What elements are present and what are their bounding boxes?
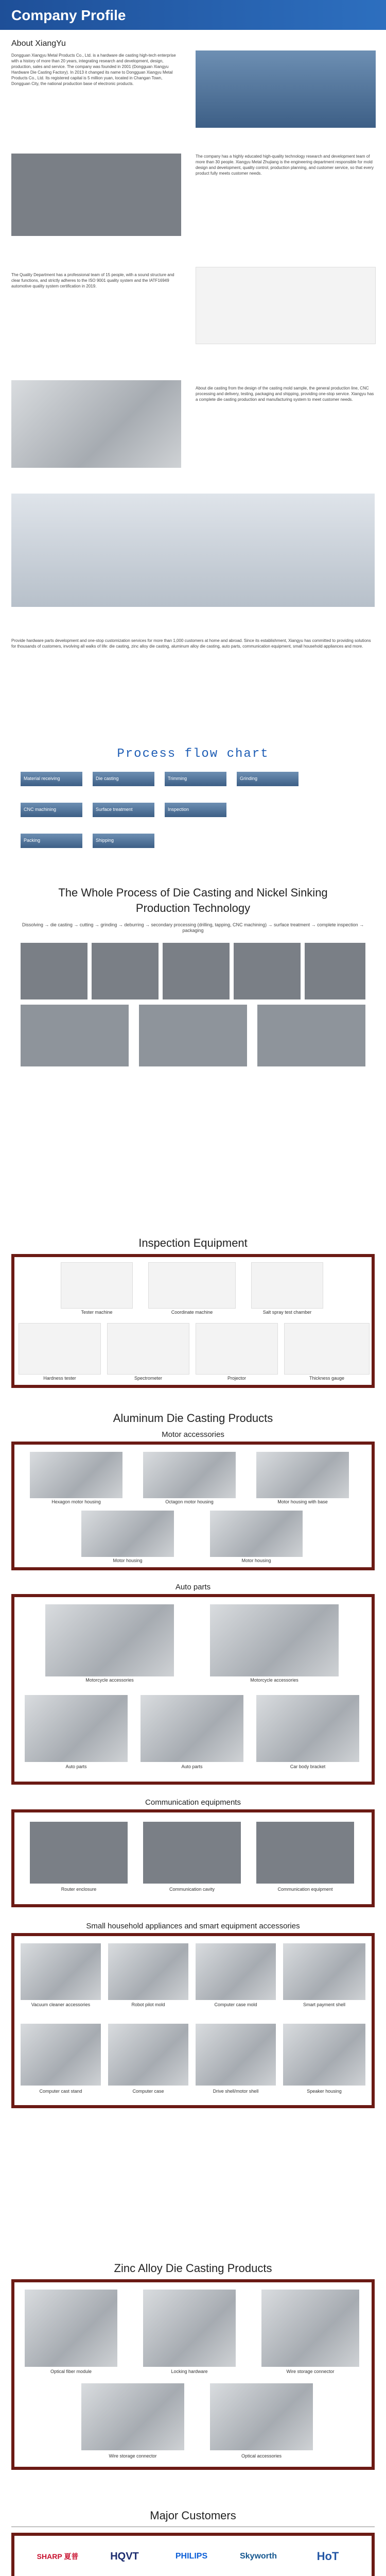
inspection-caption: Tester machine xyxy=(81,1310,113,1315)
product-caption: Communication equipment xyxy=(277,1887,333,1892)
product-photo xyxy=(261,2290,359,2367)
workshop-photo xyxy=(305,943,365,999)
product-caption: Communication cavity xyxy=(169,1887,215,1892)
product-caption: Hexagon motor housing xyxy=(51,1499,101,1504)
inspection-caption: Hardness tester xyxy=(43,1376,76,1381)
product-caption: Motor housing with base xyxy=(277,1499,328,1504)
auto-parts-title: Auto parts xyxy=(175,1583,211,1591)
product-caption: Optical fiber module xyxy=(50,2369,92,2374)
product-photo xyxy=(81,1511,174,1557)
inspection-caption: Thickness gauge xyxy=(309,1376,345,1381)
die-cast-parts-photo xyxy=(11,380,181,468)
customer-logo: SHARP 夏普 xyxy=(37,2552,79,2561)
banner-title: Company Profile xyxy=(11,7,126,23)
customer-logo: PHILIPS xyxy=(175,2552,208,2561)
about-paragraph-5: Provide hardware parts development and one-stop customization services for more than 1,000 customers at home and abroad. Since its establishment, Xiangyu has committed to providing solutions for thousands of customers, involving all walks of life: die casting, zinc alloy die casting, aluminum alloy die casting, auto parts, communication equipment, small household appliances and more. xyxy=(11,638,371,649)
product-photo xyxy=(256,1695,359,1762)
production-workshop-photo xyxy=(11,154,181,236)
product-caption: Auto parts xyxy=(65,1764,87,1769)
product-caption: Speaker housing xyxy=(307,2089,342,2094)
motor-accessories-frame xyxy=(11,1442,375,1570)
product-caption: Octagon motor housing xyxy=(165,1499,214,1504)
product-caption: Computer case xyxy=(132,2089,164,2094)
auto-parts-frame xyxy=(11,1594,375,1785)
product-caption: Router enclosure xyxy=(61,1887,97,1892)
customer-logo: HQVT xyxy=(110,2551,139,2562)
product-caption: Smart payment shell xyxy=(303,2002,346,2007)
product-photo xyxy=(143,1822,241,1884)
inspection-section xyxy=(0,1236,386,1391)
flow-step: Material receiving xyxy=(21,772,82,786)
inspection-frame xyxy=(11,1254,375,1388)
product-caption: Motorcycle accessories xyxy=(85,1677,134,1683)
product-caption: Robot pilot mold xyxy=(131,2002,165,2007)
about-title: About XiangYu xyxy=(11,39,66,48)
communication-title: Communication equipments xyxy=(145,1798,241,1807)
product-photo xyxy=(210,2383,313,2450)
workshop-photo xyxy=(21,943,87,999)
flow-step: Inspection xyxy=(165,803,226,817)
product-photo xyxy=(210,1511,303,1557)
inspection-caption: Projector xyxy=(227,1376,246,1381)
zinc-section xyxy=(0,2262,386,2473)
workshop-photo xyxy=(234,943,301,999)
zinc-title: Zinc Alloy Die Casting Products xyxy=(114,2262,272,2275)
customer-logo: HoT xyxy=(317,2550,339,2563)
customer-logo: Skyworth xyxy=(239,2552,277,2561)
product-photo xyxy=(25,1695,128,1762)
product-photo xyxy=(256,1822,354,1884)
about-paragraph-1: Dongguan Xiangyu Metal Products Co., Ltd. is a hardware die casting high-tech enterprise with a history of more than 20 years, integrating research and development, design, production, sales and service. The company was founded in 2001 (Dongguan Xiangyu Hardware Die Casting Factory). In 2013 it changed its name to Dongguan Xiangyu Metal Products Co., Ltd. Its registered capital is 5 million yuan, located in Changan Town, Dongguan City, the national production base of electronic products. xyxy=(11,53,176,86)
product-photo xyxy=(108,1943,188,2000)
inspection-photo xyxy=(19,1323,101,1375)
aluminum-section xyxy=(0,1412,386,2241)
product-caption: Car body bracket xyxy=(290,1764,326,1769)
inspection-photo xyxy=(196,1323,278,1375)
product-photo xyxy=(196,1943,276,2000)
process-caption-line: Dissolving → die casting → cutting → grinding → deburring → secondary processing (drilling, tapping, CNC machining) → surface treatment → complete inspection → packaging xyxy=(22,922,364,933)
product-photo xyxy=(30,1822,128,1884)
product-photo xyxy=(196,2024,276,2086)
factory-building-photo xyxy=(196,50,376,128)
product-caption: Auto parts xyxy=(181,1764,203,1769)
product-photo xyxy=(81,2383,184,2450)
product-showcase-photo xyxy=(11,494,375,607)
inspection-photo xyxy=(148,1262,236,1309)
product-caption: Optical accessories xyxy=(241,2453,282,2459)
workshop-photo xyxy=(257,1005,365,1066)
product-caption: Motorcycle accessories xyxy=(250,1677,299,1683)
product-photo xyxy=(256,1452,349,1498)
flow-step: Packing xyxy=(21,834,82,848)
process-caption-title: The Whole Process of Die Casting and Nickel Sinking Production Technology xyxy=(58,886,328,914)
product-caption: Wire storage connector xyxy=(286,2369,335,2374)
communication-frame xyxy=(11,1809,375,1907)
product-caption: Vacuum cleaner accessories xyxy=(31,2002,91,2007)
product-caption: Wire storage connector xyxy=(109,2453,157,2459)
household-frame xyxy=(11,1933,375,2108)
about-paragraph-4: About die casting from the design of the casting mold sample, the general production line, CNC processing and delivery, testing, packaging and shipping, providing one-stop service. Xiangyu has a complete die casting production and manufacturing system to meet customer needs. xyxy=(196,386,374,402)
process-title: Process flow chart xyxy=(117,747,269,761)
flow-step: Surface treatment xyxy=(93,803,154,817)
product-photo xyxy=(45,1604,174,1676)
workshop-photo xyxy=(163,943,230,999)
flow-step: Shipping xyxy=(93,834,154,848)
product-caption: Computer case mold xyxy=(214,2002,257,2007)
product-photo xyxy=(21,1943,101,2000)
product-photo xyxy=(108,2024,188,2086)
product-caption: Computer cast stand xyxy=(39,2089,82,2094)
flow-step: Grinding xyxy=(237,772,299,786)
about-paragraph-2: The company has a highly educated high-quality technology research and development team of more than 30 people. Xiangyu Metal Zhujiang is the engineering department responsible for mold design and development, quality control, production planning, and customer service, so that every product fully meets customer needs. xyxy=(196,154,374,176)
flow-step: CNC machining xyxy=(21,803,82,817)
quality-lab-photo xyxy=(196,267,376,344)
workshop-photo xyxy=(92,943,159,999)
product-photo xyxy=(21,2024,101,2086)
aluminum-title: Aluminum Die Casting Products xyxy=(113,1412,273,1425)
product-caption: Drive shell/motor shell xyxy=(213,2089,259,2094)
workshop-photo xyxy=(139,1005,247,1066)
product-caption: Motor housing xyxy=(113,1558,143,1563)
company-profile-banner xyxy=(0,0,386,30)
inspection-photo xyxy=(284,1323,370,1375)
inspection-caption: Coordinate machine xyxy=(171,1310,213,1315)
inspection-caption: Spectrometer xyxy=(134,1376,163,1381)
product-photo xyxy=(283,2024,365,2086)
about-paragraph-3: The Quality Department has a professional team of 15 people, with a sound structure and clear functions, and strictly adheres to the ISO 9001 quality system and the IATF16949 automotive quality system certification in 2019. xyxy=(11,273,174,289)
process-flow-chart xyxy=(21,772,365,875)
product-caption: Locking hardware xyxy=(171,2369,208,2374)
product-photo xyxy=(143,2290,236,2367)
process-section xyxy=(0,747,386,1077)
product-caption: Motor housing xyxy=(241,1558,271,1563)
inspection-photo xyxy=(251,1262,323,1309)
inspection-photo xyxy=(107,1323,189,1375)
inspection-title: Inspection Equipment xyxy=(138,1236,248,1249)
household-title: Small household appliances and smart equipment accessories xyxy=(86,1922,300,1930)
customers-title: Major Customers xyxy=(150,2509,236,2522)
zinc-frame xyxy=(11,2279,375,2470)
motor-accessories-title: Motor accessories xyxy=(162,1430,224,1439)
workshop-photo xyxy=(21,1005,129,1066)
product-photo xyxy=(141,1695,243,1762)
product-photo xyxy=(210,1604,339,1676)
about-section xyxy=(0,30,386,700)
product-photo xyxy=(30,1452,122,1498)
product-photo xyxy=(283,1943,365,2000)
product-photo xyxy=(143,1452,236,1498)
customers-frame xyxy=(11,2533,375,2576)
flow-step: Trimming xyxy=(165,772,226,786)
inspection-caption: Salt spray test chamber xyxy=(262,1310,312,1315)
flow-step: Die casting xyxy=(93,772,154,786)
customers-section xyxy=(0,2509,386,2576)
product-photo xyxy=(25,2290,117,2367)
inspection-photo xyxy=(61,1262,133,1309)
